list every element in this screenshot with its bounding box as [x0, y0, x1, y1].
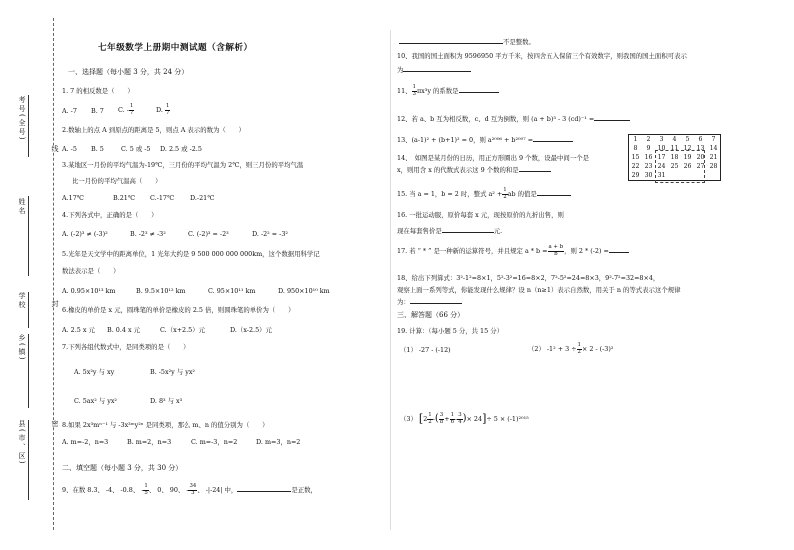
label-county: 县(市、区): [18, 420, 26, 466]
binding-margin: [0, 0, 60, 550]
calendar-cell: 11: [670, 145, 679, 152]
q8-option-c: C. m=-3，n=2: [191, 438, 238, 446]
answer-blank[interactable]: [237, 491, 291, 492]
calendar-cell: 30: [644, 172, 653, 179]
q1-option-a: A. -7: [62, 107, 77, 115]
q7-option-b: B. -5x²y 与 yx²: [150, 368, 195, 376]
question-5-line-2: 数法表示是（ ）: [62, 267, 120, 275]
answer-blank[interactable]: [399, 43, 503, 44]
q1-option-d: D. $\frac{1}{7}$: [156, 103, 170, 116]
calendar-cell: 22: [631, 163, 640, 170]
q7-option-a: A. 5x²y 与 xy: [74, 368, 115, 376]
question-17: 17. 若 “ * ” 是一种新的运算符号，并且规定 a * b = $\frac{a + b}{b}$ ，则 2 * (-2) =: [397, 245, 629, 257]
calendar-cell: 28: [709, 163, 718, 170]
q7-option-d: D. 8³ 与 x³: [150, 397, 183, 405]
seal-word-seal: 封: [51, 300, 59, 307]
question-16-line-1: 16. 一批运动服，原价每套 x 元，现按原价的九折出售，则: [397, 211, 564, 219]
calendar-selection-box: [655, 150, 705, 183]
q4-option-b: B. -2³ ≠ -3²: [130, 230, 166, 238]
question-18-line-3: 为：: [397, 298, 462, 306]
answer-blank[interactable]: [459, 92, 499, 93]
answer-blank[interactable]: [537, 195, 571, 196]
q5-option-a: A. 0.95×10¹³ km: [62, 287, 116, 295]
question-13: 13、(a-1)² + (b+1)² = 0，则 a²⁰⁰⁶ + b²⁰⁰⁷ =: [397, 136, 573, 144]
calendar-cell: 14: [709, 145, 718, 152]
q3-option-a: A.17℃: [62, 194, 84, 202]
q2-option-a: A. -5: [62, 145, 77, 153]
label-exam-number: 考号(全号): [18, 96, 26, 142]
calendar-cell: 9: [646, 145, 651, 152]
section-1-heading: 一、选择题（每小题 3 分，共 24 分）: [68, 68, 189, 76]
fill-line: [28, 420, 29, 500]
question-16-line-2: 现在每套售价是 元.: [397, 227, 503, 235]
q5-option-d: D. 950×10¹⁰ km: [278, 287, 330, 295]
calendar-cell: 24: [657, 163, 666, 170]
fill-line: [28, 196, 29, 276]
q4-option-a: A. (-2)³ ≠ (-3)²: [62, 230, 108, 238]
calendar-cell: 18: [670, 154, 679, 161]
calendar-cell: 7: [711, 136, 716, 143]
question-19-part-2: （2） -1² + 3 ÷ $\frac{1}{2}$ × 2 - (-3)²: [528, 342, 614, 355]
label-school: 学校: [18, 292, 26, 310]
calendar-cell: 13: [696, 145, 705, 152]
question-4: 4.下列各式中，正确的是（ ）: [62, 211, 158, 219]
answer-blank[interactable]: [410, 303, 462, 304]
question-11: 11、 $\frac{1}{3}$ πx³y 的系数是: [397, 85, 499, 97]
page-title: 七年级数学上册期中测试题（含解析）: [98, 43, 253, 53]
question-6: 6.橡皮的单价是 x 元，圆珠笔的单价是橡皮的 2.5 倍，则圆珠笔的单价为（ ）: [62, 306, 295, 314]
q9-continuation: 不是整数。: [399, 38, 535, 46]
calendar-cell: 23: [644, 163, 653, 170]
q5-option-b: B. 9.5×10¹² km: [136, 287, 186, 295]
q1-option-b: B. 7: [91, 107, 104, 115]
q7-option-c: C. 5ax² 与 yx²: [74, 397, 117, 405]
question-12: 12、若 a、b 互为相反数，c、d 互为倒数，则 (a + b)³ - 3 (cd)⁻¹ =: [397, 115, 630, 123]
question-19-part-1: （1） -27 - (-12): [400, 346, 451, 354]
section-2-heading: 二、填空题（每小题 3 分，共 30 分）: [62, 464, 183, 472]
question-18-line-1: 18、给出下列算式：3²-1²=8×1，5²-3²=16=8×2，7²-5²=24=8×3，9²-7²=32=8×4，: [397, 274, 660, 282]
question-7: 7.下列各组代数式中，是同类项的是（ ）: [62, 343, 190, 351]
calendar-cell: 3: [659, 136, 664, 143]
calendar-cell: 1: [633, 136, 638, 143]
calendar-cell: 26: [683, 163, 692, 170]
q4-option-d: D. -2² = -3²: [252, 230, 288, 238]
seal-word-line: 线: [51, 145, 59, 152]
q8-option-a: A. m=-2，n=3: [62, 438, 109, 446]
question-10-line-2: 为: [397, 66, 471, 74]
q1-option-c: C. - $\frac{1}{7}$: [118, 103, 134, 116]
calendar-cell: 4: [672, 136, 677, 143]
question-1: 1. 7 的相反数是（ ）: [62, 87, 134, 95]
question-9: 9、在数 8.3、 -4、 -0.8、 - $\frac{1}{5}$ 、 0、 90、 - $\frac{34}{3}$ 、 -|-24| 中， 是正数，: [62, 483, 317, 496]
fill-line: [28, 95, 29, 157]
calendar-cell: 21: [709, 154, 718, 161]
question-15: 15. 当 a = 1，b = 2 时，整式 a² + $\frac{1}{2}$ ab 的值是: [397, 188, 571, 200]
fill-line: [28, 292, 29, 328]
calendar-cell: 19: [683, 154, 692, 161]
question-8: 8.如果 2x³mⁿ⁻¹ 与 -3x³ᵐy²ⁿ 是同类项，那么 m、n 的值分别为（ ）: [62, 421, 269, 429]
question-5-line-1: 5.光年是天文学中的距离单位，1 光年大约是 9 500 000 000 000km，这个数据用科学记: [62, 250, 320, 258]
calendar-cell: 6: [698, 136, 703, 143]
calendar-cell: 5: [685, 136, 690, 143]
q6-option-c: C.（x+2.5）元: [160, 326, 205, 334]
calendar-cell: 17: [657, 154, 666, 161]
label-name: 姓名: [18, 198, 26, 216]
calendar-cell: 20: [696, 154, 705, 161]
q6-option-a: A. 2.5 x 元: [62, 326, 95, 334]
calendar-row: [629, 135, 721, 145]
calendar-cell: 31: [657, 172, 666, 179]
q8-option-d: D. m=3，n=2: [256, 438, 301, 446]
answer-blank[interactable]: [594, 120, 630, 121]
answer-blank[interactable]: [519, 171, 551, 172]
question-14-line-2: x，则用含 x 的代数式表示这 9 个数的和是: [397, 166, 551, 174]
answer-blank[interactable]: [533, 141, 573, 142]
calendar-cell: 12: [683, 145, 692, 152]
answer-blank[interactable]: [609, 252, 629, 253]
question-3-line-2: 比一月份的平均气温高（ ）: [72, 177, 162, 185]
question-19-part-3: （3） [2 $\frac{1}{2}$ -( $\frac{3}{8}$ + $\frac{1}{6}$ - $\frac{3}{4}$ )× 24]÷ 5 × (-1)²⁰¹⁵: [400, 412, 529, 426]
label-township: 乡(镇): [18, 334, 26, 362]
q3-option-d: D.-21℃: [190, 194, 215, 202]
calendar-cell: 2: [646, 136, 651, 143]
calendar-cell: 25: [670, 163, 679, 170]
q3-option-b: B.21℃: [113, 194, 136, 202]
question-3-line-1: 3.某地区一月份的平均气温为-19℃，三月份的平均气温为 2℃，则三月份的平均气温: [62, 161, 304, 169]
question-14-line-1: 14、 如图是某月份的日历，用正方形圈出 9 个数，设最中间一个是: [397, 154, 589, 162]
q2-option-c: C. 5 或 -5: [121, 145, 151, 153]
calendar-cell: 8: [633, 145, 638, 152]
column-divider: [390, 30, 391, 530]
calendar-cell: 27: [696, 163, 705, 170]
q3-option-c: C.-17℃: [150, 194, 175, 202]
seal-word-secret: 密: [51, 420, 59, 427]
question-18-line-2: 观察上面一系列等式，你能发现什么规律？设 n（n≥1）表示自然数，用关于 n 的等式表示这个规律: [397, 286, 681, 294]
seal-dashed-line: [53, 18, 54, 530]
q2-option-b: B. 5: [91, 145, 104, 153]
question-19: 19. 计算：（每小题 5 分，共 15 分）: [397, 327, 504, 335]
q8-option-b: B. m=2，n=3: [127, 438, 172, 446]
question-2: 2.数轴上的点 A 到原点的距离是 5，则点 A 表示的数为（ ）: [62, 126, 245, 134]
fill-line: [28, 334, 29, 408]
answer-blank[interactable]: [403, 71, 471, 72]
calendar-cell: 10: [657, 145, 666, 152]
calendar-cell: 15: [631, 154, 640, 161]
section-3-heading: 三、解答题（66 分）: [397, 311, 465, 319]
answer-blank[interactable]: [442, 232, 494, 233]
calendar-cell: 29: [631, 172, 640, 179]
calendar-cell: [707, 171, 721, 181]
question-10-line-1: 10、我国的国土面积为 9596950 平方千米，按四舍五入保留三个有效数字，则我国的国土面积可表示: [397, 52, 687, 60]
q5-option-c: C. 95×10¹¹ km: [208, 287, 256, 295]
q6-option-d: D.（x-2.5）元: [230, 326, 272, 334]
calendar-cell: 16: [644, 154, 653, 161]
q4-option-c: C. (-2)³ = -2³: [188, 230, 229, 238]
q2-option-d: D. 2.5 或 -2.5: [160, 145, 202, 153]
q6-option-b: B. 0.4 x 元: [107, 326, 140, 334]
